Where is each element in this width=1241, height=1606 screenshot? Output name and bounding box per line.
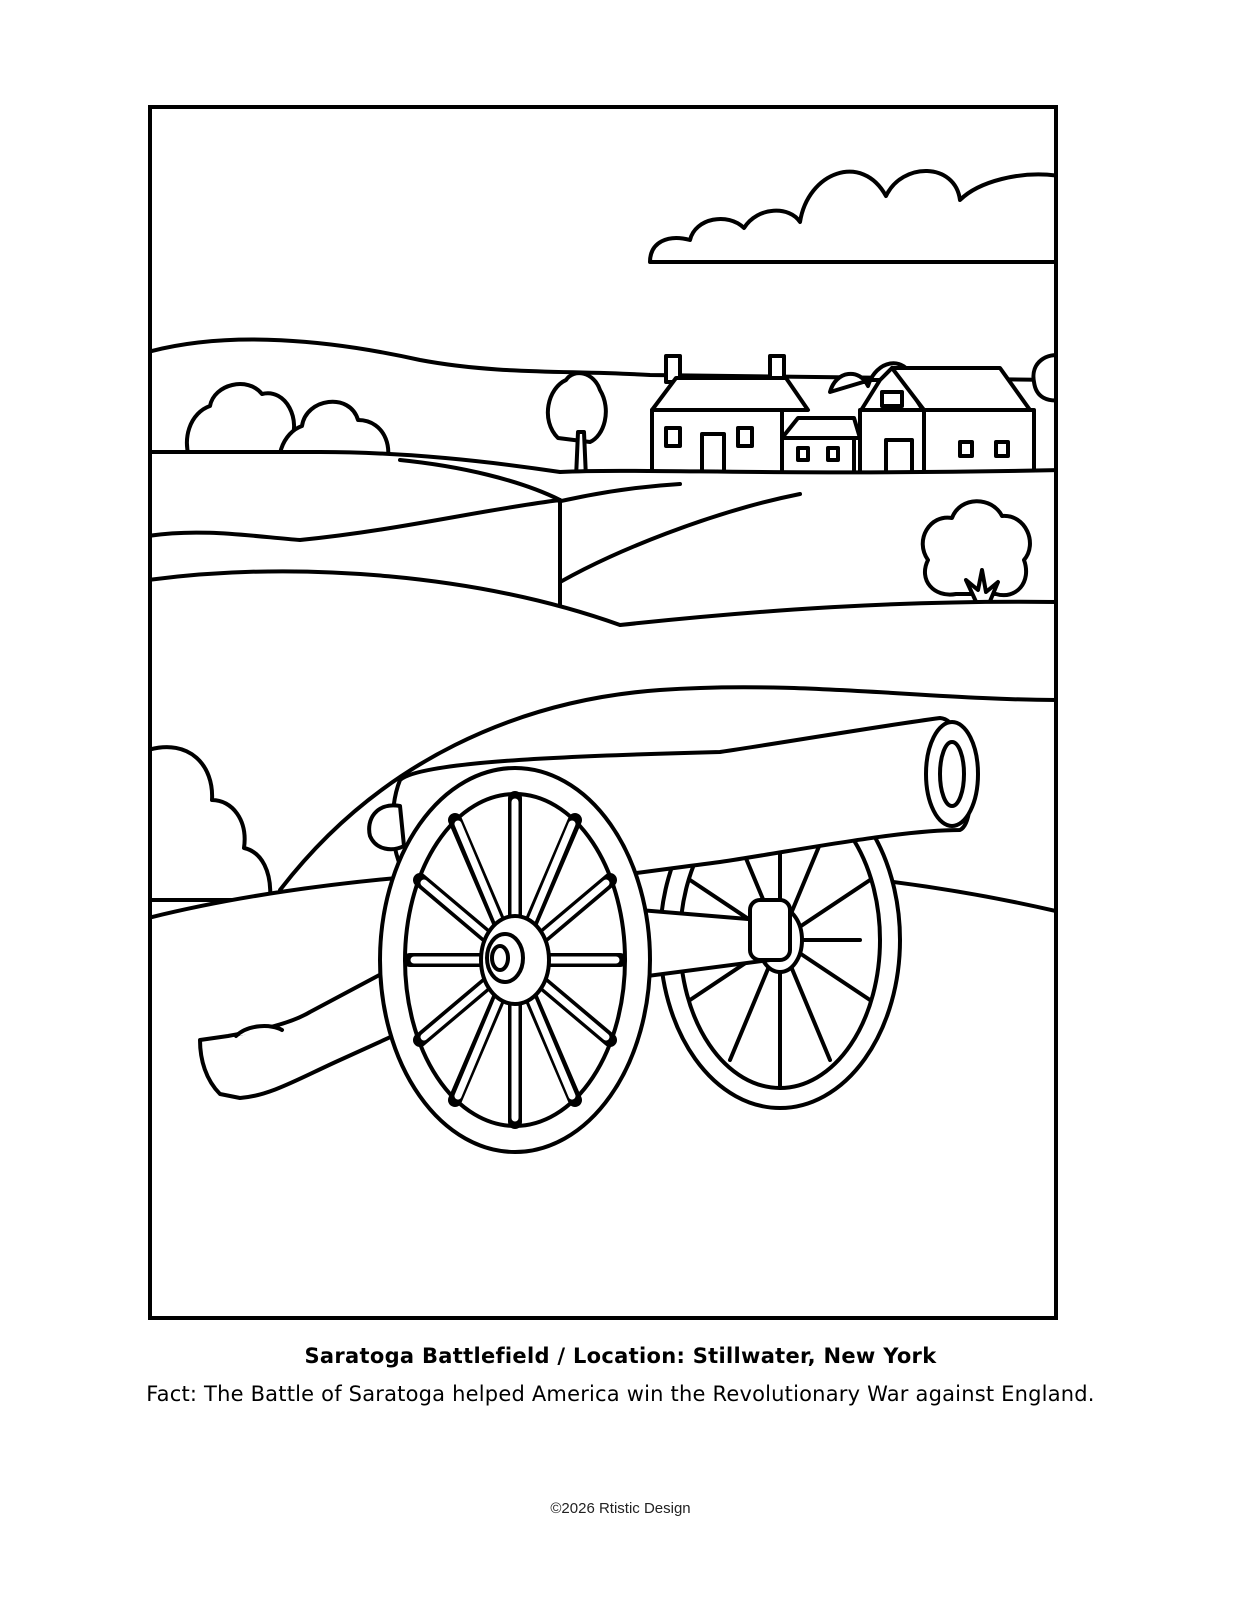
barn [830, 363, 1034, 476]
fact-text: Fact: The Battle of Saratoga helped America win the Revolutionary War against England. [146, 1382, 1095, 1406]
cannon-front-wheel [380, 768, 650, 1152]
copyright-text: ©2026 Rtistic Design [550, 1500, 691, 1517]
house-middle [782, 418, 860, 476]
cannon-knob [369, 805, 404, 849]
cloud [650, 171, 1060, 262]
cannon-bore [940, 742, 964, 806]
page-title: Saratoga Battlefield / Location: Stillwater, New York [304, 1344, 937, 1368]
cannon-axle-block [750, 900, 790, 960]
